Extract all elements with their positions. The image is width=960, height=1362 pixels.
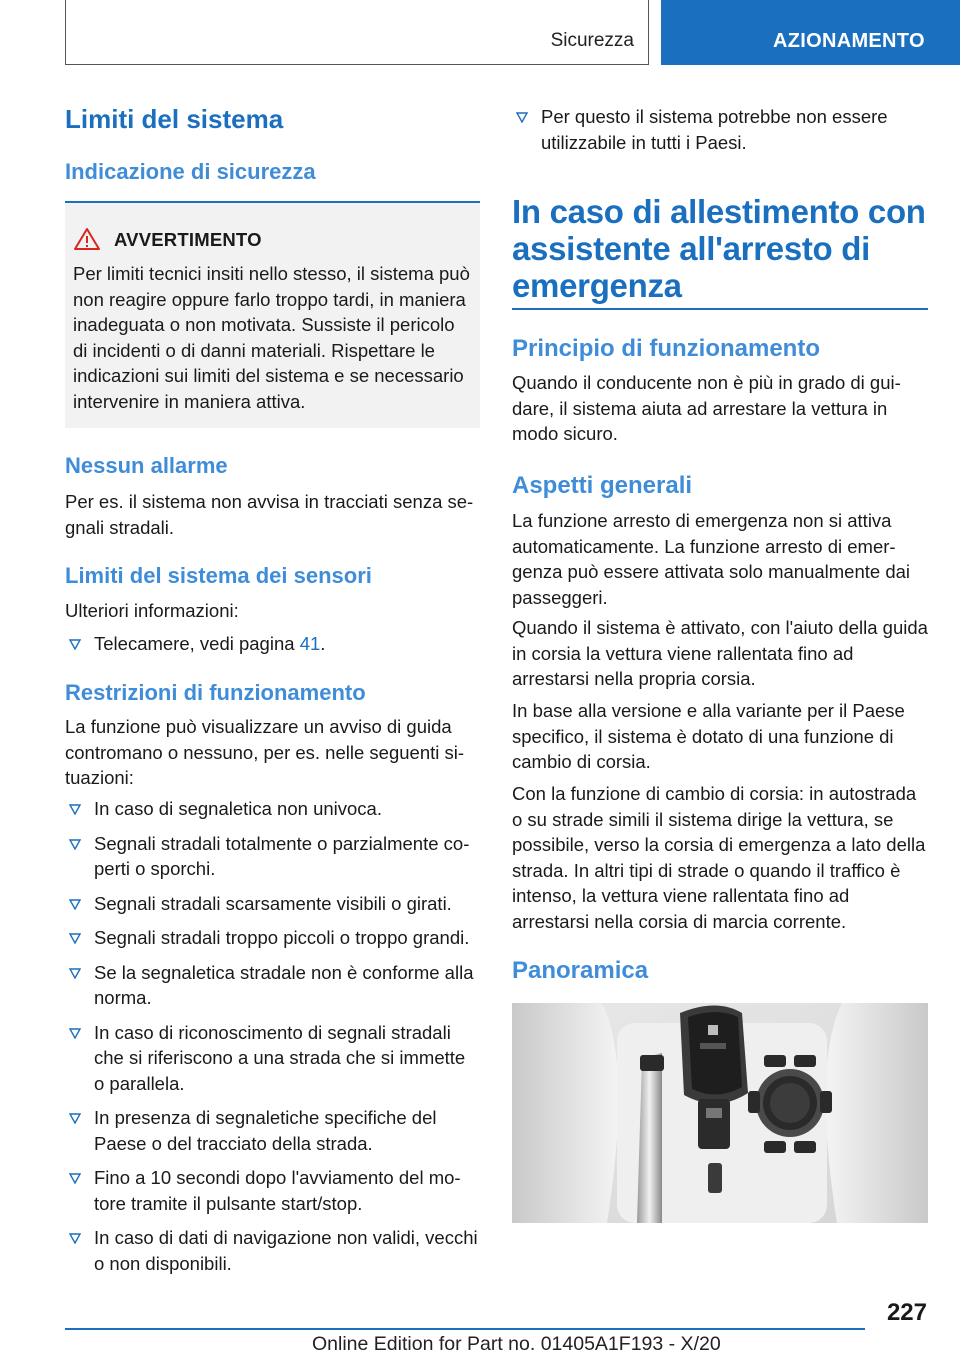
list-item-text: In caso di riconoscimento di segnali stradali che si riferiscono a una strada che si immette o parallela. (94, 1021, 466, 1094)
bullet-triangle-icon (69, 804, 81, 815)
bullet-triangle-icon (69, 899, 81, 910)
list-item-text: Se la segnaletica stradale non è conforme alla norma. (94, 961, 474, 1008)
list-item-text: Segnali stradali troppo piccoli o troppo grandi. (94, 927, 470, 948)
footer-divider (65, 1328, 865, 1330)
continued-list (512, 104, 928, 164)
list-item-text: Segnali stradali scarsamente visibili o girati. (94, 892, 452, 914)
bullet-triangle-icon (69, 839, 81, 850)
list-item (65, 925, 480, 951)
restrictions-list (65, 796, 480, 1285)
bullet-triangle-icon (69, 968, 81, 979)
bullet-triangle-icon (69, 639, 81, 650)
list-item-text: Per questo il sistema potrebbe non essere utilizzabile in tutti i Paesi. (541, 106, 888, 153)
list-item-end: . (320, 633, 326, 654)
center-console-illustration (512, 1003, 928, 1223)
text-principle: Quando il conducente non è più in grado di guidare, il sistema aiuta ad arrestare la vettura in modo sicuro. (512, 372, 901, 444)
list-item (65, 796, 480, 822)
subsection-safety-notice: Indicazione di sicurezza (65, 159, 316, 184)
bullet-triangle-icon (69, 933, 81, 944)
list-item-text: In caso di dati di navigazione non validi, vecchi o non disponibili. (94, 1227, 478, 1274)
sensor-limits-list (65, 631, 480, 666)
text-restrictions: La funzione può visualizzare un avviso di guida contromano o nessuno, per es. nelle seguenti situazioni: (65, 716, 465, 788)
list-item (65, 1020, 480, 1097)
section-title-limits: Limiti del sistema (65, 104, 284, 134)
list-item-text: In presenza di segnaletiche specifiche del Paese o del tracciato della strada. (94, 1107, 437, 1154)
section-title-emergency-stop: In caso di allestimento con assistente all'arresto di emergenza (512, 193, 926, 304)
warning-title: AVVERTIMENTO (114, 229, 262, 250)
page-link[interactable]: 41 (299, 633, 321, 654)
heading-sensor-limits: Limiti del sistema dei sensori (65, 563, 372, 588)
bullet-triangle-icon (69, 1233, 81, 1244)
warning-text: Per limiti tecnici insiti nello stesso, il sistema può non reagire oppure farlo troppo tardi, in maniera inadeguata o non motivata. Sussiste il pericolo di incidenti o di danni materiali. Rispettare le indicazioni sui limiti del sistema e se necessario intervenire in maniera attiva. (73, 263, 470, 412)
heading-principle: Principio di funzionamento (512, 335, 820, 362)
center-console-photo (512, 1003, 928, 1223)
header-chapter-tab (661, 0, 960, 65)
list-item-text: Segnali stradali totalmente o parzialmente coperti o sporchi. (94, 832, 470, 879)
bullet-triangle-icon (516, 112, 528, 123)
heading-no-alarm: Nessun allarme (65, 453, 228, 478)
warning-triangle-icon (73, 227, 101, 251)
list-item (65, 831, 480, 882)
list-item (65, 1165, 480, 1216)
text-sensor-limits: Ulteriori informazioni: (65, 600, 239, 621)
text-general-3: In base alla versione e alla variante per il Paese specifico, il sistema è dotato di una funzione di cambio di corsia. (512, 700, 905, 772)
heading-general: Aspetti generali (512, 472, 693, 499)
page-number: 227 (886, 1299, 927, 1326)
text-general-4: Con la funzione di cambio di corsia: in autostrada o su strade simili il sistema dirige la vettura, se possibile, verso la corsia di emergenza a lato della strada. In altri tipi di strade o quando il traffico è intenso, la vettura viene rallentata fino ad arrestarsi nella corsia di marcia corrente. (512, 783, 926, 932)
list-item (512, 104, 928, 155)
text-general-1: La funzione arresto di emergenza non si attiva automaticamente. La funzione arresto di emergenza può essere attivata solo manualmente dai passeggeri. (512, 510, 911, 608)
header-chapter-label: AZIONAMENTO (773, 30, 925, 52)
text-general-2: Quando il sistema è attivato, con l'aiuto della guida in corsia la vettura viene rallentata fino ad arrestarsi nella propria corsia. (512, 617, 928, 689)
list-item (65, 631, 480, 657)
edition-label: Online Edition for Part no. 01405A1F193 - X/20 (312, 1333, 721, 1355)
list-item (65, 891, 480, 917)
list-item-text: Telecamere, vedi pagina (94, 633, 300, 654)
bullet-triangle-icon (69, 1028, 81, 1039)
section-divider (512, 308, 928, 310)
warning-box (65, 201, 480, 428)
list-item (65, 960, 480, 1011)
list-item-text: In caso di segnaletica non univoca. (94, 798, 382, 819)
bullet-triangle-icon (69, 1113, 81, 1124)
list-item (65, 1225, 480, 1276)
text-no-alarm: Per es. il sistema non avvisa in tracciati senza segnali stradali. (65, 491, 474, 538)
list-item-text: Fino a 10 secondi dopo l'avviamento del motore tramite il pulsante start/stop. (94, 1167, 461, 1214)
header-section-label: Sicurezza (550, 30, 634, 51)
heading-overview: Panoramica (512, 957, 649, 984)
list-item (65, 1105, 480, 1156)
heading-restrictions: Restrizioni di funzionamento (65, 680, 366, 705)
bullet-triangle-icon (69, 1173, 81, 1184)
